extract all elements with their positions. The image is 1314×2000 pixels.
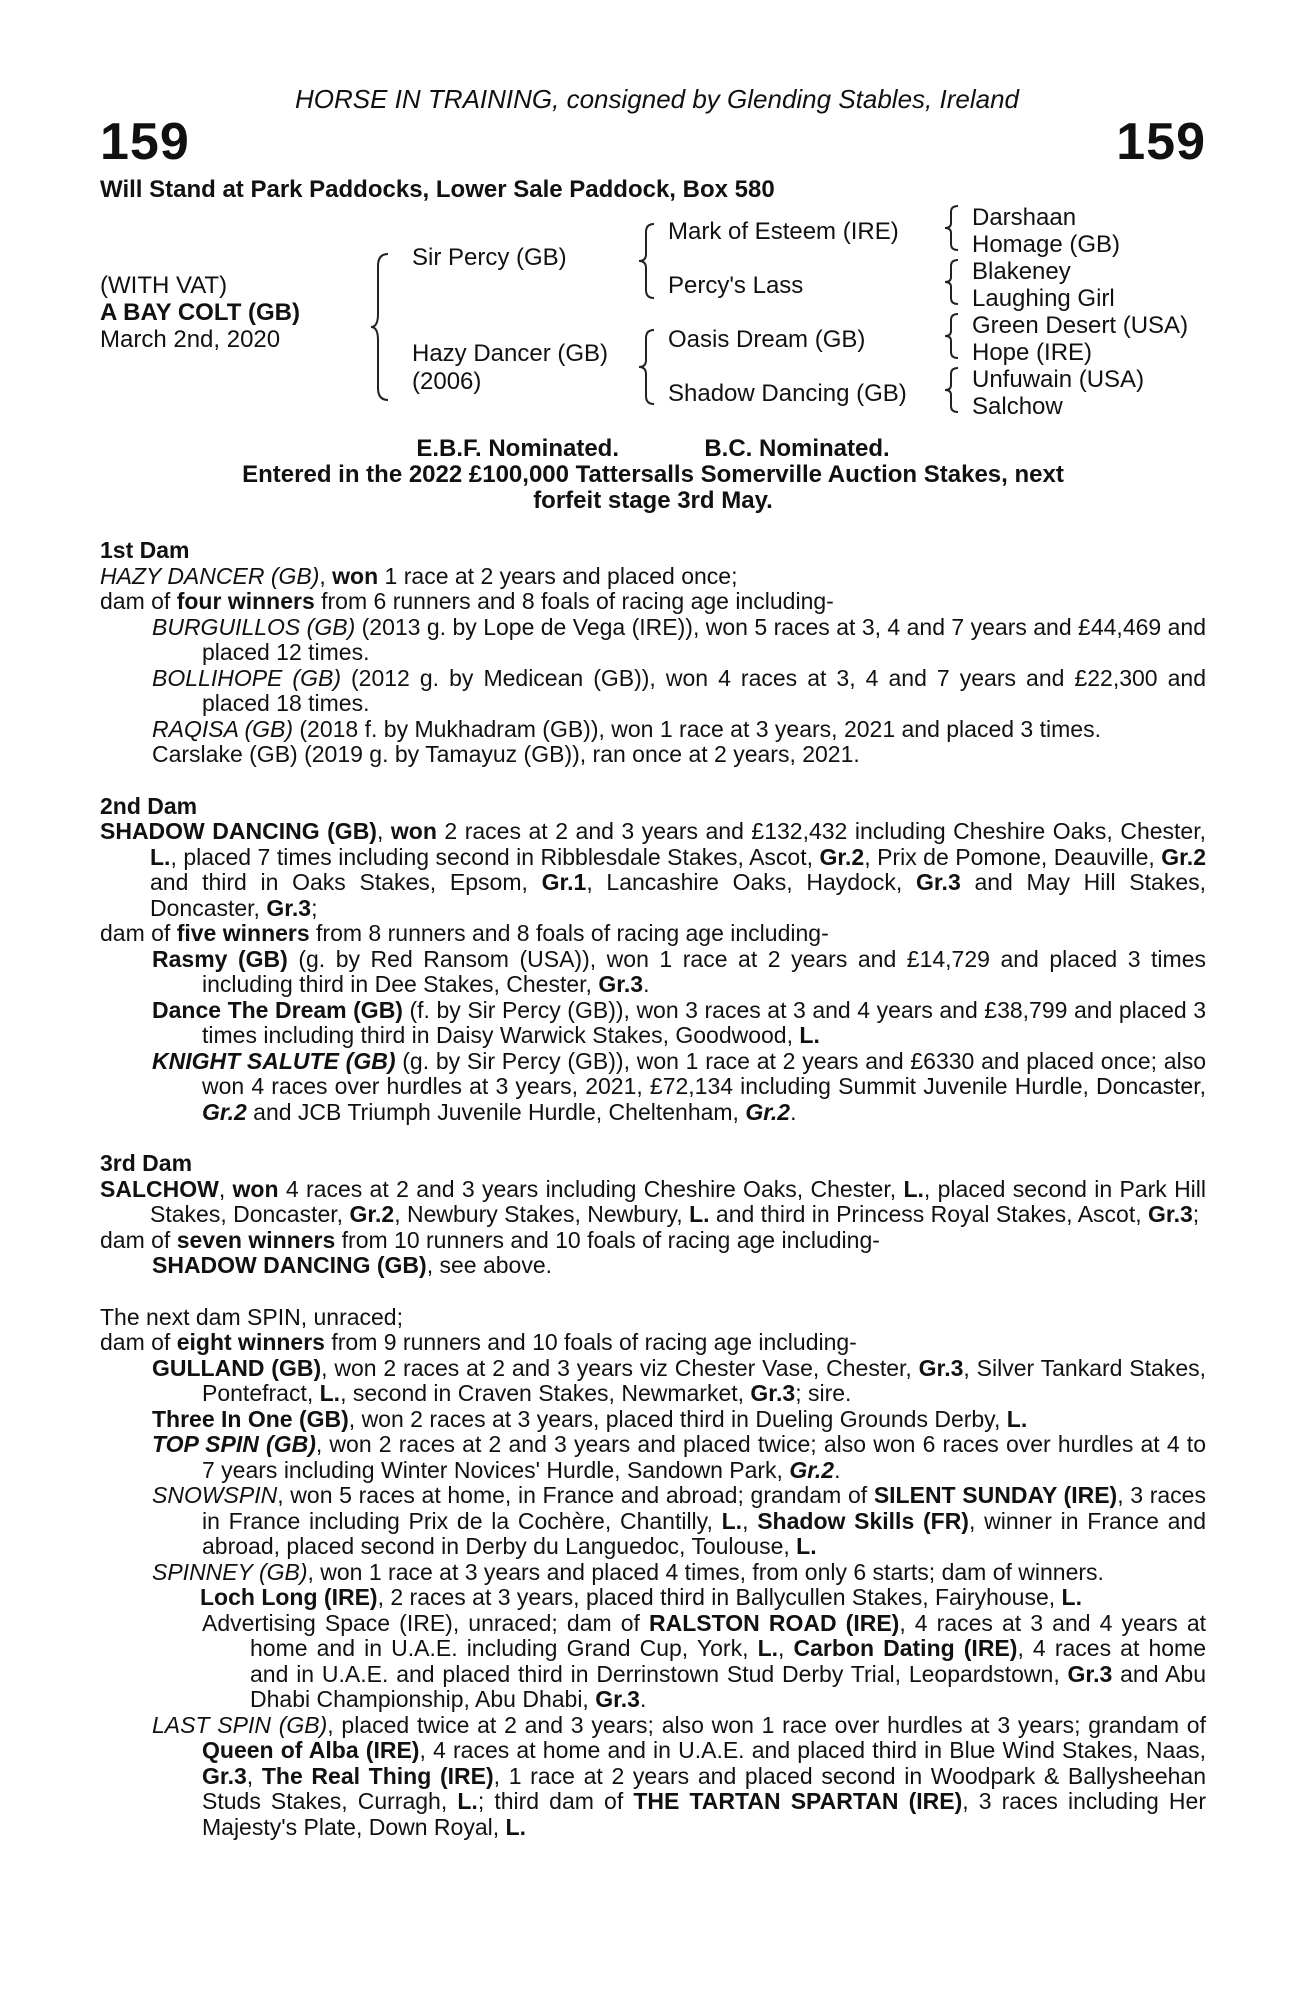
first-dam-produce: dam of four winners from 6 runners and 8 foals of racing age including- xyxy=(100,588,834,614)
first-dam-section xyxy=(100,538,1206,768)
third-dam-race-record: SALCHOW, won 4 races at 2 and 3 years including Cheshire Oaks, Chester, L., placed second in Park Hill Stakes, Doncaster, Gr.2, Newbury Stakes, Newbury, L. and third in Princess Royal Stakes, Ascot, Gr.3; xyxy=(100,1175,1207,1227)
pedigree-brace xyxy=(638,328,656,406)
pedigree-brace xyxy=(944,258,960,306)
stand-location: Will Stand at Park Paddocks, Lower Sale Paddock, Box 580 xyxy=(100,176,775,203)
lot-number-right: 159 xyxy=(1116,113,1206,171)
pedigree-brace xyxy=(370,252,390,402)
offspring-entry: Dance The Dream (GB) (f. by Sir Percy (GB)), won 3 races at 3 and 4 years and £38,799 and placed 3 times including third in Daisy Warwick Stakes, Goodwood, L. xyxy=(152,996,1206,1048)
ebf-nominated: E.B.F. Nominated. xyxy=(416,435,619,462)
offspring-entry: KNIGHT SALUTE (GB) (g. by Sir Percy (GB)), won 1 race at 2 years and £6330 and placed once; also won 4 races over hurdles at 3 years, 2021, £72,134 including Summit Juvenile Hurdle, Doncaster, Gr.2 and JCB Triumph Juvenile Hurdle, Cheltenham, Gr.2. xyxy=(152,1047,1206,1125)
sire-dam: Percy's Lass xyxy=(668,272,804,299)
next-dam-line: The next dam SPIN, unraced; xyxy=(100,1303,403,1330)
dam-sire: Oasis Dream (GB) xyxy=(668,326,866,353)
next-dam-section xyxy=(100,1305,1206,1841)
third-dam-produce: dam of seven winners from 10 runners and 10 foals of racing age including- xyxy=(100,1226,880,1253)
vat-note: (WITH VAT) xyxy=(100,272,228,299)
subject-dob: March 2nd, 2020 xyxy=(100,326,281,353)
subject-name: A BAY COLT (GB) xyxy=(100,299,301,326)
section-heading: 3rd Dam xyxy=(100,1150,193,1176)
offspring-entry: BURGUILLOS (GB) (2013 g. by Lope de Vega (IRE)), won 5 races at 3, 4 and 7 years and £44,469 and placed 12 times. xyxy=(152,613,1206,665)
ped-sds: Blakeney xyxy=(972,258,1071,285)
ped-sss: Darshaan xyxy=(972,204,1077,231)
offspring-entry: SPINNEY (GB), won 1 race at 3 years and placed 4 times, from only 6 starts; dam of winners. xyxy=(152,1558,1104,1585)
dam: Hazy Dancer (GB) xyxy=(412,340,609,367)
bc-nominated: B.C. Nominated. xyxy=(704,435,890,462)
pedigree-brace xyxy=(944,204,960,252)
offspring-entry: BOLLIHOPE (GB) (2012 g. by Medicean (GB)), won 4 races at 3, 4 and 7 years and £22,300 and placed 18 times. xyxy=(152,664,1207,716)
ped-dss: Green Desert (USA) xyxy=(972,312,1189,339)
ped-dds: Unfuwain (USA) xyxy=(972,366,1145,393)
entry-line-2: forfeit stage 3rd May. xyxy=(533,487,773,514)
offspring-entry: SNOWSPIN, won 5 races at home, in France and abroad; grandam of SILENT SUNDAY (IRE), 3 races in France including Prix de la Cochère, Chantilly, L., Shadow Skills (FR), winner in France and abroad, placed second in Derby du Languedoc, Toulouse, L. xyxy=(152,1482,1206,1559)
offspring-entry: Three In One (GB), won 2 races at 3 years, placed third in Dueling Grounds Derby, L. xyxy=(152,1405,1028,1432)
horse-name: HAZY DANCER (GB) xyxy=(100,562,320,589)
first-dam-race-record: HAZY DANCER (GB), won 1 race at 2 years and placed once; xyxy=(100,562,738,589)
entry-line-1: Entered in the 2022 £100,000 Tattersalls Somerville Auction Stakes, next xyxy=(242,461,1064,488)
section-heading: 2nd Dam xyxy=(100,792,198,819)
pedigree-brace xyxy=(638,222,656,300)
third-dam-section xyxy=(100,1151,1206,1279)
ped-ddd: Salchow xyxy=(972,393,1063,420)
next-dam-produce: dam of eight winners from 9 runners and 10 foals of racing age including- xyxy=(100,1329,857,1355)
offspring-entry: TOP SPIN (GB), won 2 races at 2 and 3 years and placed twice; also won 6 races over hurdles at 4 to 7 years including Winter Novices' Hurdle, Sandown Park, Gr.2. xyxy=(152,1431,1206,1483)
lot-number-left: 159 xyxy=(100,113,190,171)
consignor-line: HORSE IN TRAINING, consigned by Glending Stables, Ireland xyxy=(295,84,1019,114)
pedigree-brace xyxy=(944,366,960,414)
produce-record xyxy=(100,538,1206,1840)
won-text: won xyxy=(332,562,379,589)
pedigree-brace xyxy=(944,312,960,360)
offspring-entry: Carslake (GB) (2019 g. by Tamayuz (GB)), ran once at 2 years, 2021. xyxy=(152,741,860,767)
grand-offspring-entry: Advertising Space (IRE), unraced; dam of RALSTON ROAD (IRE), 4 races at 3 and 4 years at home and in U.A.E. including Grand Cup, York, L., Carbon Dating (IRE), 4 races at home and in U.A.E. and placed third in Derrinstown Stud Derby Trial, Leopardstown, Gr.3 and Abu Dhabi Championship, Abu Dhabi, Gr.3. xyxy=(202,1609,1207,1712)
record-text: 1 race at 2 years and placed once; xyxy=(378,562,738,589)
grand-offspring-entry: Loch Long (IRE), 2 races at 3 years, placed third in Ballycullen Stakes, Fairyhouse, L. xyxy=(200,1584,1082,1610)
dam-year: (2006) xyxy=(412,368,482,395)
nominations xyxy=(100,436,1206,462)
ped-ssd: Homage (GB) xyxy=(972,231,1121,258)
sire-sire: Mark of Esteem (IRE) xyxy=(668,218,899,245)
offspring-entry: SHADOW DANCING (GB), see above. xyxy=(152,1252,553,1278)
offspring-entry: GULLAND (GB), won 2 races at 2 and 3 years viz Chester Vase, Chester, Gr.3, Silver Tankard Stakes, Pontefract, L., second in Craven Stakes, Newmarket, Gr.3; sire. xyxy=(152,1354,1207,1406)
sire: Sir Percy (GB) xyxy=(412,244,567,271)
ped-dsd: Hope (IRE) xyxy=(972,339,1093,366)
dam-dam: Shadow Dancing (GB) xyxy=(668,380,907,407)
offspring-entry: LAST SPIN (GB), placed twice at 2 and 3 years; also won 1 race over hurdles at 3 years; grandam of Queen of Alba (IRE), 4 races at home and in U.A.E. and placed third in Blue Wind Stakes, Naas, Gr.3, The Real Thing (IRE), 1 race at 2 years and placed second in Woodpark & Ballysheehan Studs Stakes, Curragh, L.; third dam of THE TARTAN SPARTAN (IRE), 3 races including Her Majesty's Plate, Down Royal, L. xyxy=(152,1711,1207,1840)
second-dam-race-record: SHADOW DANCING (GB), won 2 races at 2 and 3 years and £132,432 including Cheshire Oaks, Chester, L., placed 7 times including second in Ribblesdale Stakes, Ascot, Gr.2, Prix de Pomone, Deauville, Gr.2 and third in Oaks Stakes, Epsom, Gr.1, Lancashire Oaks, Haydock, Gr.3 and May Hill Stakes, Doncaster, Gr.3; xyxy=(100,818,1207,921)
offspring-entry: Rasmy (GB) (g. by Red Ransom (USA)), won 1 race at 2 years and £14,729 and placed 3 times including third in Dee Stakes, Chester, Gr.3. xyxy=(152,945,1206,997)
second-dam-produce: dam of five winners from 8 runners and 8 foals of racing age including- xyxy=(100,920,829,946)
offspring-entry: RAQISA (GB) (2018 f. by Mukhadram (GB)), won 1 race at 3 years, 2021 and placed 3 times. xyxy=(152,715,1101,742)
ped-sdd: Laughing Girl xyxy=(972,285,1115,312)
second-dam-section xyxy=(100,794,1206,1126)
section-heading: 1st Dam xyxy=(100,537,190,563)
